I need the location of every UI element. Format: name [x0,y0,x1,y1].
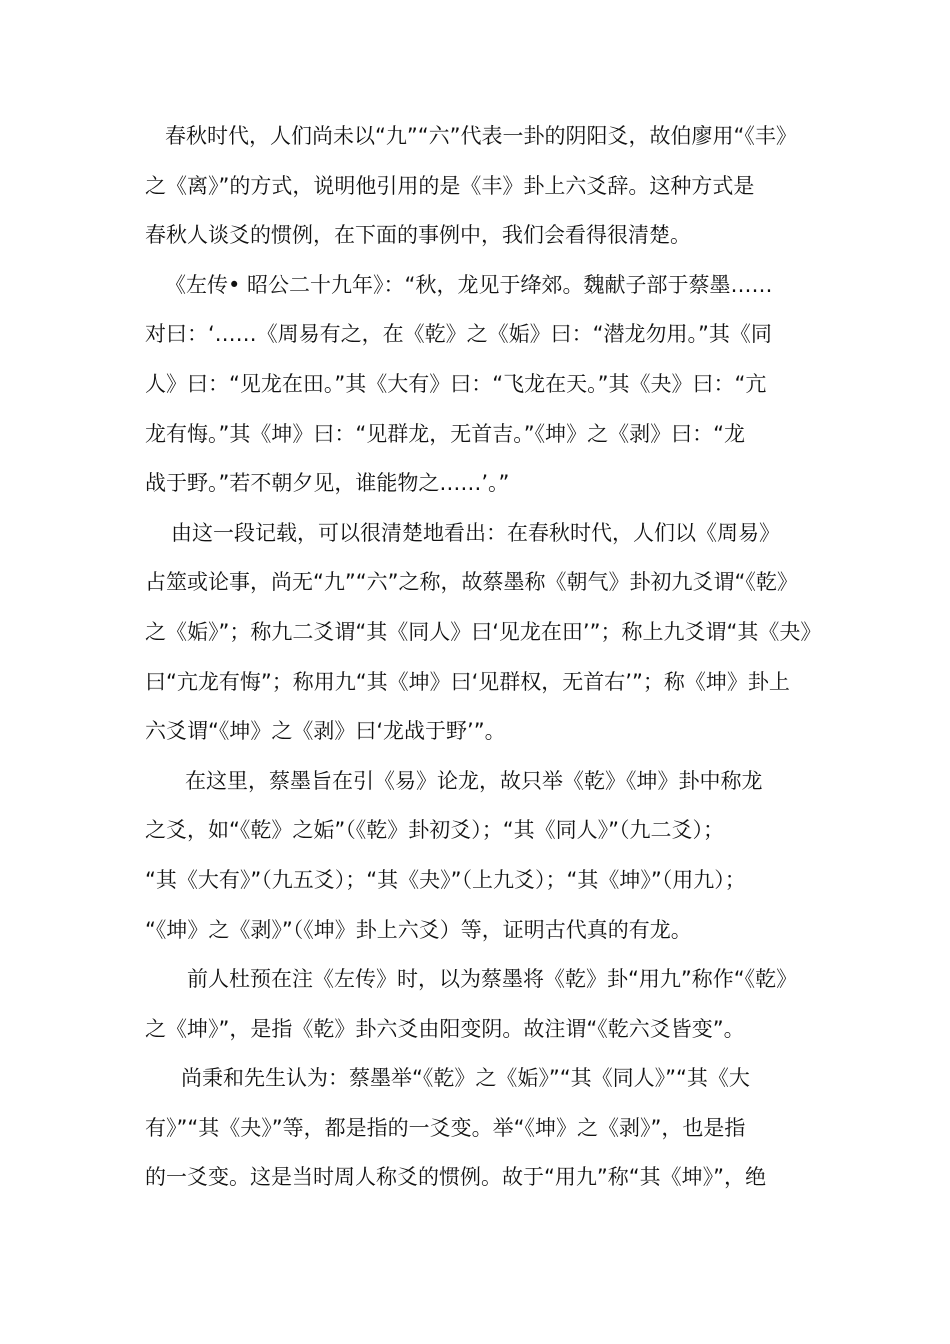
paragraph-4-line-2: 之爻，如“《乾》之姤”（《乾》卦初爻）；“其《同人》”（九二爻）； [145,818,725,843]
paragraph-4-line-4: “《坤》之《剥》”（《坤》卦上六爻）等，证明古代真的有龙。 [145,917,692,942]
paragraph-3-line-2: 占筮或论事，尚无“九”“六”之称，故蔡墨称《朝气》卦初九爻谓“《乾》 [145,570,798,595]
paragraph-1-line-1: 春秋时代，人们尚未以“九”“六”代表一卦的阴阳爻，故伯廖用“《丰》 [165,124,797,148]
paragraph-3-line-3: 之《姤》”；称九二爻谓“其《同人》曰‘见龙在田’”；称上九爻谓“其《夬》 [145,619,822,644]
paragraph-5-line-1: 前人杜预在注《左传》时，以为蔡墨将《乾》卦“用九”称作“《乾》 [187,967,798,992]
paragraph-4-line-1: 在这里，蔡墨旨在引《易》论龙，故只举《乾》《坤》卦中称龙 [185,768,763,793]
paragraph-6-line-2: 有》”“其《夬》”等，都是指的一爻变。举“《坤》之《剥》”，也是指 [145,1115,746,1140]
paragraph-4-line-3: “其《大有》”（九五爻）；“其《夬》”（上九爻）；“其《坤》”（用九）； [145,867,746,892]
paragraph-1-line-3: 春秋人谈爻的惯例，在下面的事例中，我们会看得很清楚。 [145,223,691,248]
paragraph-2-line-1: 《左传• 昭公二十九年》：“秋，龙见于绛郊。魏献子部于蔡墨…… [165,272,773,297]
document-body [145,112,822,1203]
paragraph-3-line-4: 曰“亢龙有悔”；称用九“其《坤》曰‘见群权，无首右’”；称《坤》卦上 [145,669,790,694]
paragraph-2-line-3: 人》曰：“见龙在田。”其《大有》曰：“飞龙在天。”其《夬》曰：“亢 [145,371,767,396]
paragraph-2-line-4: 龙有悔。”其《坤》曰：“见群龙，无首吉。”《坤》之《剥》曰：“龙 [145,421,746,446]
paragraph-6-line-3: 的一爻变。这是当时周人称爻的惯例。故于“用九”称“其《坤》”，绝 [145,1165,767,1190]
paragraph-6-line-1: 尚秉和先生认为：蔡墨举“《乾》之《姤》”“其《同人》”“其《大 [181,1066,750,1091]
paragraph-5-line-2: 之《坤》”，是指《乾》卦六爻由阳变阴。故注谓“《乾六爻皆变”。 [145,1016,745,1041]
paragraph-2-line-5: 战于野。”若不朝夕见，谁能物之……’。” [145,471,510,496]
paragraph-3-line-5: 六爻谓“《坤》之《剥》曰‘龙战于野’”。 [145,719,506,744]
paragraph-1-line-2: 之《离》”的方式，说明他引用的是《丰》卦上六爻辞。这种方式是 [145,173,755,198]
paragraph-2-line-2: 对曰：‘……《周易有之，在《乾》之《姤》曰：“潜龙勿用。”其《同 [145,322,772,347]
paragraph-3-line-1: 由这一段记载，可以很清楚地看出：在春秋时代，人们以《周易》 [171,520,780,545]
